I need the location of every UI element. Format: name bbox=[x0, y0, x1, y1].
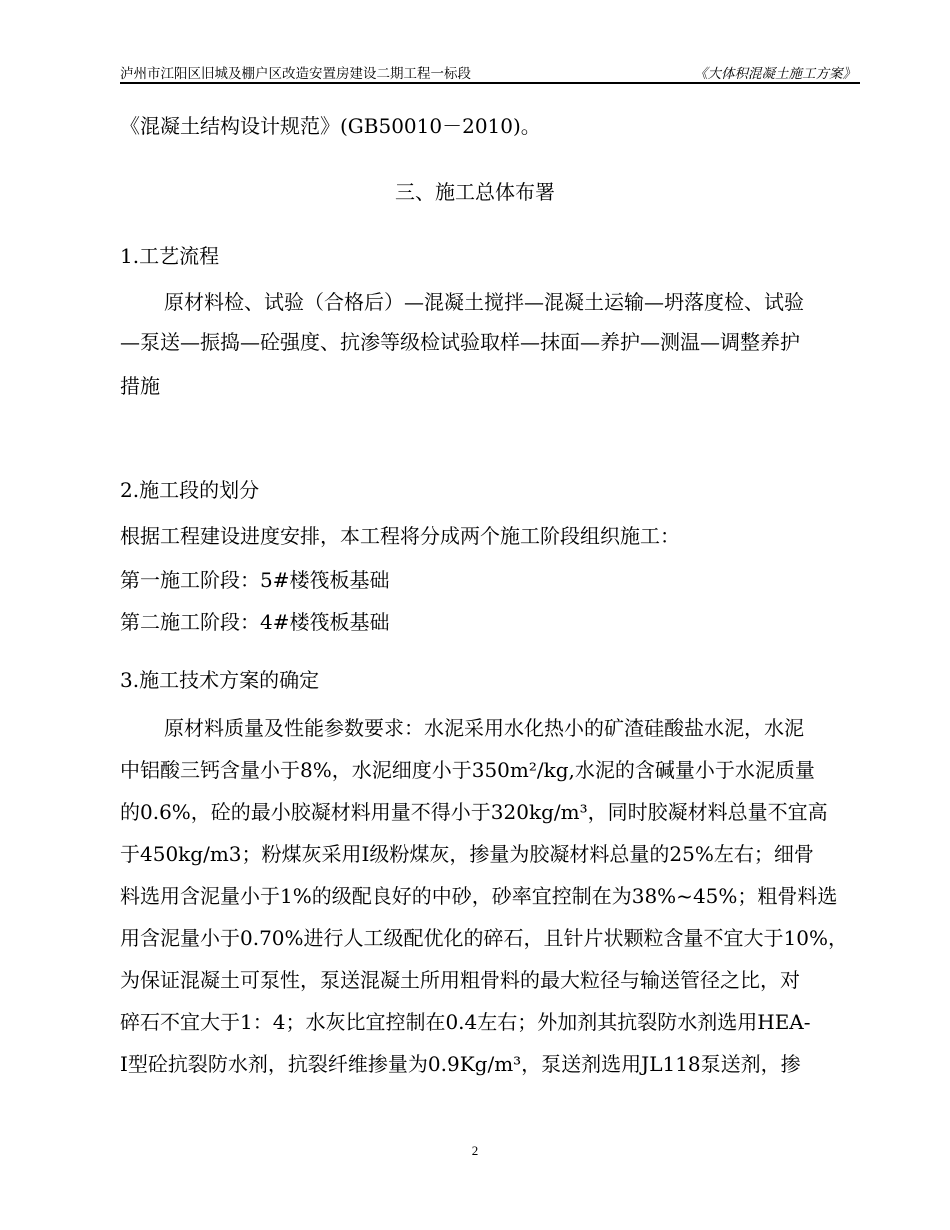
header-document-title: 《大体积混凝土施工方案》 bbox=[694, 66, 856, 82]
text-line: 措施 bbox=[120, 374, 160, 398]
page-header bbox=[120, 58, 860, 84]
text-line: Ⅰ型砼抗裂防水剂，抗裂纤维掺量为0.9Kg/m³，泵送剂选用JL118泵送剂，掺 bbox=[120, 1052, 801, 1076]
text-line: —泵送—振捣—砼强度、抗渗等级检试验取样—抹面—养护—测温—调整养护 bbox=[120, 330, 800, 354]
text-line: 第一施工阶段：5#楼筏板基础 bbox=[120, 568, 390, 592]
header-project-title: 泸州市江阳区旧城及棚户区改造安置房建设二期工程一标段 bbox=[120, 66, 471, 82]
text-line: 原材料检、试验（合格后）—混凝土搅拌—混凝土运输—坍落度检、试验 bbox=[164, 290, 804, 314]
subheading-technical: 3.施工技术方案的确定 bbox=[120, 668, 320, 692]
text-line: 中铝酸三钙含量小于8%，水泥细度小于350m²/kg,水泥的含碱量小于水泥质量 bbox=[120, 758, 815, 782]
subheading-stages: 2.施工段的划分 bbox=[120, 478, 260, 502]
subheading-process: 1.工艺流程 bbox=[120, 244, 220, 268]
text-line: 于450kg/m3；粉煤灰采用Ⅰ级粉煤灰，掺量为胶凝材料总量的25%左右；细骨 bbox=[120, 842, 814, 866]
text-line: 的0.6%，砼的最小胶凝材料用量不得小于320kg/m³，同时胶凝材料总量不宜高 bbox=[120, 800, 828, 824]
text-line: 碎石不宜大于1：4；水灰比宜控制在0.4左右；外加剂其抗裂防水剂选用HEA- bbox=[120, 1010, 811, 1034]
text-line: 《混凝土结构设计规范》(GB50010－2010)。 bbox=[120, 114, 541, 138]
text-line: 根据工程建设进度安排，本工程将分成两个施工阶段组织施工： bbox=[120, 524, 680, 548]
text-line: 料选用含泥量小于1%的级配良好的中砂，砂率宜控制在为38%~45%；粗骨料选 bbox=[120, 884, 838, 908]
page-number: 2 bbox=[471, 1143, 479, 1158]
text-line: 原材料质量及性能参数要求：水泥采用水化热小的矿渣硅酸盐水泥，水泥 bbox=[164, 716, 804, 740]
text-line: 第二施工阶段：4#楼筏板基础 bbox=[120, 610, 390, 634]
section-heading: 三、施工总体布署 bbox=[395, 180, 555, 204]
text-line: 用含泥量小于0.70%进行人工级配优化的碎石，且针片状颗粒含量不宜大于10%， bbox=[120, 926, 848, 950]
text-line: 为保证混凝土可泵性，泵送混凝土所用粗骨料的最大粒径与输送管径之比，对 bbox=[120, 968, 800, 992]
